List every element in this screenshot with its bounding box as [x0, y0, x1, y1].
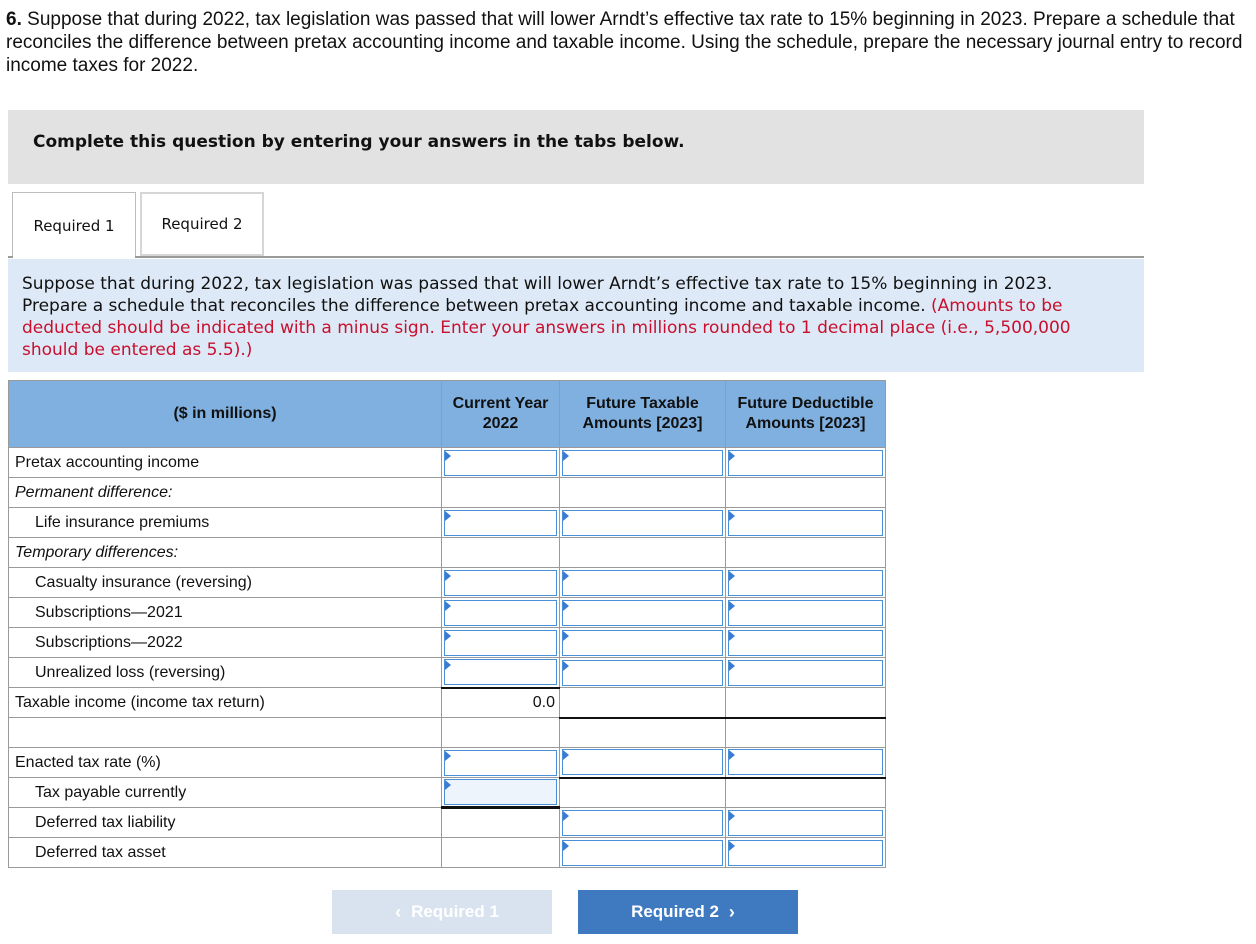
- casualty-current-input[interactable]: [444, 570, 557, 596]
- row-label-unrealized-loss: Unrealized loss (reversing): [9, 658, 442, 688]
- question-body: Suppose that during 2022, tax legislation was passed that will lower Arndt’s effective tax rate to 15% beginning in 2023. Prepare a schedule that reconciles the difference between pretax accounting income and taxable income. Using the schedule, prepare the necessary journal entry to record income taxes for 2022.: [6, 9, 1243, 76]
- unrealized-taxable-input[interactable]: [562, 660, 723, 686]
- header-label: ($ in millions): [9, 381, 442, 448]
- prev-required-1-button[interactable]: [332, 890, 552, 934]
- unrealized-deductible-input[interactable]: [728, 660, 883, 686]
- dta-deductible-input[interactable]: [728, 840, 883, 866]
- subs2022-deductible-input[interactable]: [728, 630, 883, 656]
- dta-taxable-input[interactable]: [562, 840, 723, 866]
- casualty-taxable-input[interactable]: [562, 570, 723, 596]
- prev-button-label: Required 1: [411, 902, 499, 921]
- row-label-subscriptions-2022: Subscriptions—2022: [9, 628, 442, 658]
- pretax-taxable-input[interactable]: [562, 450, 723, 476]
- instruction-bar: [8, 110, 1144, 184]
- unrealized-current-input[interactable]: [444, 659, 557, 685]
- rate-taxable-input[interactable]: [562, 749, 723, 775]
- header-current-year: Current Year 2022: [442, 381, 560, 448]
- tax-payable-input[interactable]: [444, 779, 557, 805]
- row-label-life-insurance: Life insurance premiums: [9, 508, 442, 538]
- row-label-casualty: Casualty insurance (reversing): [9, 568, 442, 598]
- header-future-taxable: Future Taxable Amounts [2023]: [560, 381, 726, 448]
- row-label-taxable-income: Taxable income (income tax return): [9, 688, 442, 718]
- taxable-income-value: 0.0: [442, 688, 560, 718]
- dtl-deductible-input[interactable]: [728, 810, 883, 836]
- row-label-temporary: Temporary differences:: [9, 538, 442, 568]
- instruction-text: Complete this question by entering your answers in the tabs below.: [33, 132, 685, 152]
- casualty-deductible-input[interactable]: [728, 570, 883, 596]
- life-taxable-input[interactable]: [562, 510, 723, 536]
- tab-required-1[interactable]: Required 1: [12, 192, 136, 258]
- row-label-subscriptions-2021: Subscriptions—2021: [9, 598, 442, 628]
- question-number: 6.: [6, 9, 22, 30]
- next-required-2-button[interactable]: [578, 890, 798, 934]
- subs2021-current-input[interactable]: [444, 600, 557, 626]
- tab-divider: [8, 256, 1144, 258]
- subs2021-taxable-input[interactable]: [562, 600, 723, 626]
- pretax-deductible-input[interactable]: [728, 450, 883, 476]
- row-label-pretax: Pretax accounting income: [9, 448, 442, 478]
- life-current-input[interactable]: [444, 510, 557, 536]
- header-future-deductible: Future Deductible Amounts [2023]: [726, 381, 886, 448]
- chevron-left-icon: ‹: [395, 901, 402, 922]
- info-text: Suppose that during 2022, tax legislation was passed that will lower Arndt’s effective tax rate to 15% beginning in 2023. Prepare a schedule that reconciles the difference between pretax accounting income and taxable income.: [22, 274, 1053, 316]
- pretax-current-input[interactable]: [444, 450, 557, 476]
- life-deductible-input[interactable]: [728, 510, 883, 536]
- reconciliation-table: [8, 380, 886, 868]
- dtl-taxable-input[interactable]: [562, 810, 723, 836]
- subs2022-taxable-input[interactable]: [562, 630, 723, 656]
- subs2021-deductible-input[interactable]: [728, 600, 883, 626]
- row-label-enacted-rate: Enacted tax rate (%): [9, 748, 442, 778]
- next-button-label: Required 2: [631, 902, 719, 921]
- chevron-right-icon: ›: [728, 901, 735, 922]
- row-label-permanent: Permanent difference:: [9, 478, 442, 508]
- rate-deductible-input[interactable]: [728, 749, 883, 775]
- subs2022-current-input[interactable]: [444, 630, 557, 656]
- row-label-tax-payable: Tax payable currently: [9, 778, 442, 808]
- row-label-deferred-tax-asset: Deferred tax asset: [9, 838, 442, 868]
- info-box: [8, 259, 1144, 372]
- info-note: (Amounts to be deducted should be indicated with a minus sign. Enter your answers in millions rounded to 1 decimal place (i.e., 5,500,000 should be entered as 5.5).): [22, 296, 1071, 360]
- question-text: [6, 8, 1246, 77]
- tab-required-2[interactable]: Required 2: [140, 192, 264, 256]
- row-label-deferred-tax-liability: Deferred tax liability: [9, 808, 442, 838]
- rate-current-input[interactable]: [444, 750, 557, 776]
